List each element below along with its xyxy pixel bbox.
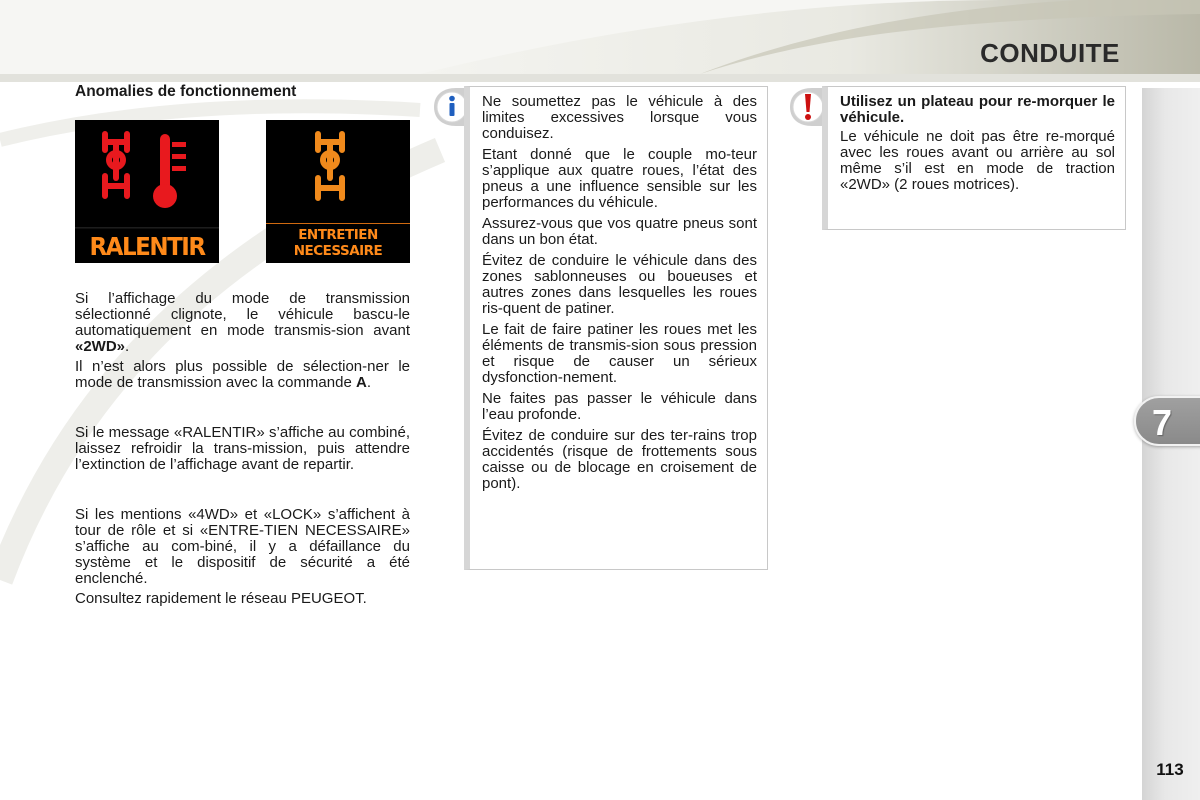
paragraph-no-selection bbox=[75, 359, 410, 391]
entretien-label-line1: ENTRETIEN bbox=[298, 227, 378, 243]
drivetrain-temperature-warning-icon bbox=[75, 120, 219, 230]
section-heading: Anomalies de fonctionnement bbox=[75, 83, 297, 100]
paragraph-no-selection-text: Il n’est alors plus possible de sélection-ner le mode de transmission avec la commande bbox=[75, 358, 410, 391]
entretien-label bbox=[266, 223, 410, 263]
info-paragraph: Assurez-vous que vos quatre pneus sont dans un bon état. bbox=[482, 215, 757, 248]
info-paragraph: Le fait de faire patiner les roues met les éléments de transmis-sion sous pression et risque de causer un sérieux dysfonction-nement. bbox=[482, 321, 757, 386]
paragraph-mode-blink bbox=[75, 291, 410, 355]
info-paragraph: Évitez de conduire sur des ter-rains trop accidentés (risque de frottements sous caisse ou de blocage en croisement de pont). bbox=[482, 427, 757, 492]
paragraph-mode-blink-text: Si l’affichage du mode de transmission sélectionné clignote, le véhicule bascu-le automatiquement en mode transmis-sion avant bbox=[75, 290, 410, 339]
drivetrain-service-warning-icon bbox=[266, 120, 410, 224]
warning-images bbox=[75, 120, 410, 270]
info-paragraph: Ne faites pas passer le véhicule dans l’eau profonde. bbox=[482, 390, 757, 423]
paragraph-ralentir: Si le message «RALENTIR» s’affiche au combiné, laissez refroidir la trans-mission, puis attendre l’extinction de l’affichage avant de repartir. bbox=[75, 424, 410, 473]
paragraph-mode-blink-end: . bbox=[125, 338, 130, 355]
info-paragraph: Ne soumettez pas le véhicule à des limites excessives lorsque vous conduisez. bbox=[482, 93, 757, 142]
ralentir-label: RALENTIR bbox=[75, 227, 219, 264]
page-number: 113 bbox=[1156, 760, 1184, 779]
entretien-warning-panel bbox=[266, 120, 410, 263]
paragraph-no-selection-end: . bbox=[366, 374, 371, 391]
paragraph-consult: Consultez rapidement le réseau PEUGEOT. bbox=[75, 590, 367, 607]
info-paragraph: Évitez de conduire le véhicule dans des zones sablonneuses ou boueuses et autres zones dans lesquelles les roues ris-quent de patiner. bbox=[482, 252, 757, 317]
entretien-label-line2: NECESSAIRE bbox=[293, 243, 383, 259]
paragraph-no-selection-bold: A bbox=[355, 374, 367, 391]
paragraph-4wd-lock: Si les mentions «4WD» et «LOCK» s’affichent à tour de rôle et si «ENTRE-TIEN NECESSAIRE» s’affiche au com-biné, il y a défaillance du système et le dispositif de sécurité a été enclenché. bbox=[75, 506, 410, 587]
warning-title: Utilisez un plateau pour re-morquer le véhicule. bbox=[840, 93, 1115, 126]
left-column bbox=[75, 84, 410, 611]
chapter-number: 7 bbox=[1152, 402, 1173, 443]
paragraph-mode-blink-bold: «2WD» bbox=[75, 338, 126, 355]
chapter-tab[interactable] bbox=[1134, 396, 1200, 446]
warning-text: Le véhicule ne doit pas être re-morqué avec les roues avant ou arrière au sol même s’il est en mode de traction «2WD» (2 roues motrices). bbox=[840, 128, 1115, 193]
info-box bbox=[464, 86, 768, 570]
info-paragraph: Etant donné que le couple mo-teur s’applique aux quatre roues, l’état des pneus a une influence sensible sur les performances du véhicule. bbox=[482, 146, 757, 211]
warning-box bbox=[822, 86, 1126, 230]
ralentir-warning-panel bbox=[75, 120, 219, 263]
chapter-title: CONDUITE bbox=[980, 38, 1120, 68]
